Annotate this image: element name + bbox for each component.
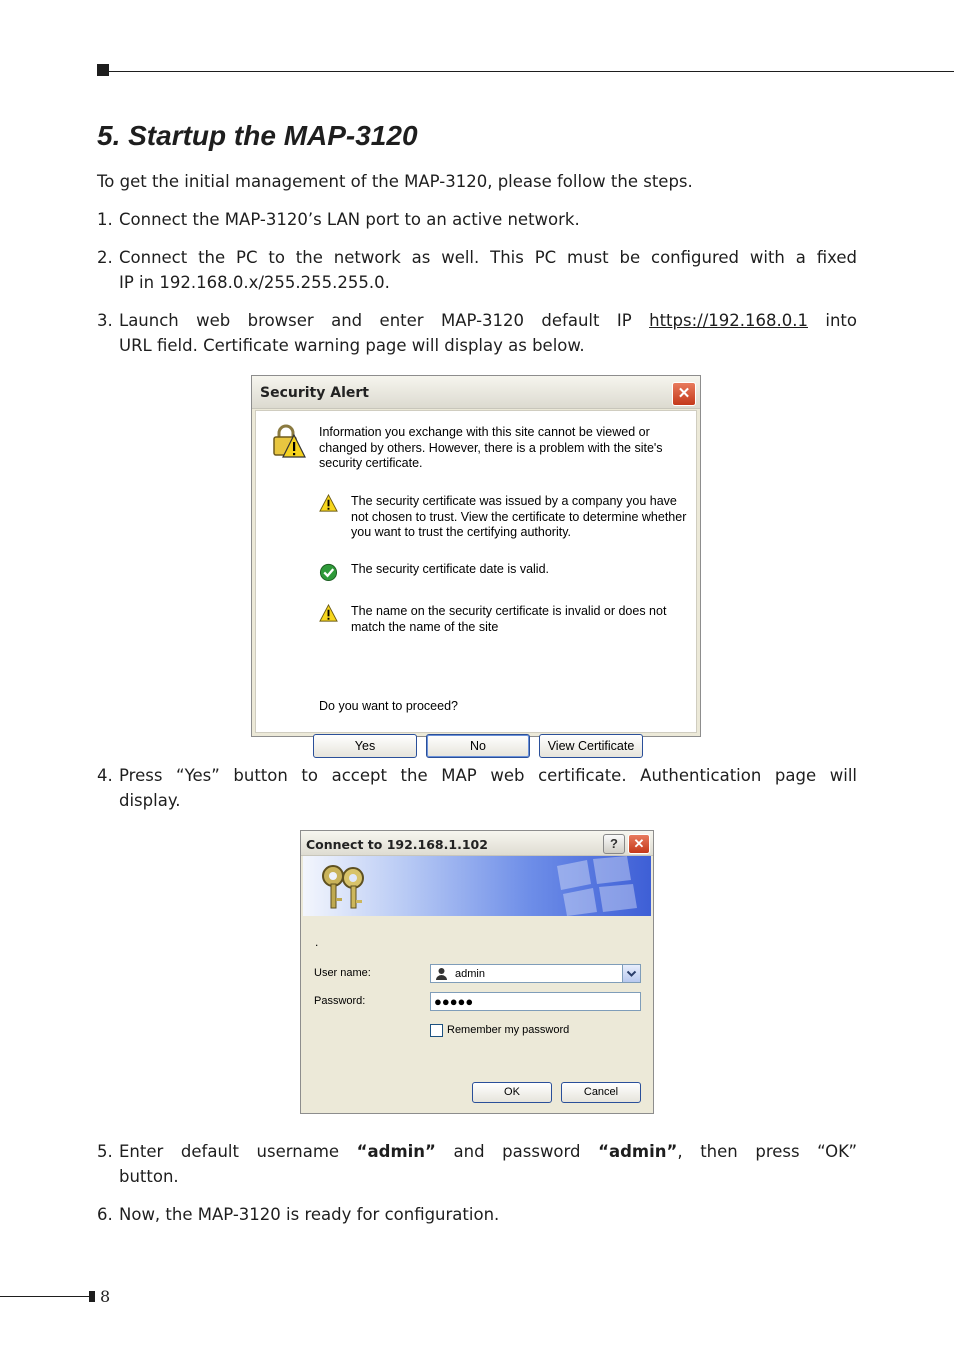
step-line: Connect the PC to the network as well. This PC must be configured with a fixed	[119, 248, 857, 267]
step-line: IP in 192.168.0.x/255.255.255.0.	[119, 273, 390, 292]
step-text-mid: and password	[435, 1142, 599, 1161]
password-label: Password:	[314, 995, 366, 1007]
step-line	[119, 308, 857, 333]
step-line: display.	[119, 791, 181, 810]
username-label: User name:	[314, 967, 371, 979]
step-1	[97, 207, 857, 232]
step-text-post: into	[807, 311, 857, 330]
step-number: 6.	[97, 1205, 113, 1224]
dialog-title: Security Alert	[260, 385, 369, 401]
header-rule	[109, 71, 954, 72]
default-ip-link[interactable]: https://192.168.0.1	[649, 311, 808, 330]
chevron-down-icon[interactable]	[622, 965, 640, 982]
dialog-banner	[303, 856, 651, 916]
user-icon	[435, 967, 448, 980]
close-icon[interactable]: ✕	[628, 834, 650, 854]
step-number: 3.	[97, 311, 113, 330]
password-value: ●●●●●	[434, 994, 474, 1009]
alert-item-text: The security certificate was issued by a company you have not chosen to trust. View the certificate to determine whether you want to trust the certifying authority.	[351, 494, 687, 539]
help-icon[interactable]: ?	[603, 834, 625, 854]
footer-marker	[89, 1291, 95, 1302]
remember-password-label[interactable]: Remember my password	[447, 1024, 570, 1036]
step-number: 5.	[97, 1142, 113, 1161]
step-6	[97, 1202, 857, 1227]
alert-item-text: The name on the security certificate is invalid or does not match the name of the site	[351, 604, 667, 634]
header-marker	[97, 64, 109, 76]
cancel-button[interactable]: Cancel	[561, 1082, 641, 1103]
no-button[interactable]: No	[426, 734, 530, 758]
alert-item-text: The security certificate date is valid.	[351, 562, 549, 576]
footer-rule	[0, 1296, 89, 1297]
windows-watermark-icon	[547, 856, 637, 916]
step-3	[97, 308, 857, 358]
connect-dialog	[300, 830, 654, 1114]
dialog-body	[255, 410, 697, 753]
realm-text: .	[315, 935, 319, 949]
username-value: admin	[455, 968, 485, 980]
warning-icon	[319, 494, 338, 513]
alert-intro-text: Information you exchange with this site cannot be viewed or changed by others. However, there is a problem with the site's security certificate.	[319, 425, 663, 470]
step-text: Connect the MAP-3120’s LAN port to an active network.	[119, 210, 580, 229]
remember-password-checkbox[interactable]	[430, 1024, 443, 1037]
section-title: 5. Startup the MAP-3120	[97, 120, 418, 151]
step-text	[119, 763, 857, 813]
step-number: 4.	[97, 766, 113, 785]
password-emphasis: “admin”	[598, 1142, 678, 1161]
password-field[interactable]	[430, 992, 641, 1011]
step-text: Now, the MAP-3120 is ready for configuration.	[119, 1205, 500, 1224]
check-icon	[319, 562, 338, 581]
security-alert-dialog	[251, 375, 701, 753]
ok-button[interactable]: OK	[472, 1082, 552, 1103]
step-text-pre: Launch web browser and enter MAP-3120 default IP	[119, 311, 650, 330]
title-bar	[252, 376, 700, 409]
step-text-pre: Enter default username	[119, 1142, 357, 1161]
page-number: 8	[100, 1287, 111, 1306]
lock-warning-icon	[270, 423, 306, 459]
proceed-question: Do you want to proceed?	[319, 699, 458, 713]
step-text-post: , then press “OK”	[677, 1142, 857, 1161]
step-text	[119, 308, 857, 358]
step-text	[119, 245, 857, 295]
intro-paragraph: To get the initial management of the MAP-3120, please follow the steps.	[97, 172, 693, 191]
step-line: Press “Yes” button to accept the MAP web certificate. Authentication page will	[119, 766, 857, 785]
warning-icon	[319, 604, 338, 623]
username-combobox[interactable]	[430, 964, 641, 983]
step-line: button.	[119, 1167, 179, 1186]
keys-icon	[319, 862, 375, 912]
step-number: 2.	[97, 248, 113, 267]
step-line	[119, 1139, 857, 1164]
step-4	[97, 763, 857, 813]
view-certificate-button[interactable]: View Certificate	[539, 734, 643, 758]
title-bar	[301, 831, 653, 856]
step-5	[97, 1139, 857, 1189]
step-text	[119, 1139, 857, 1189]
step-line: URL field. Certificate warning page will display as below.	[119, 336, 585, 355]
yes-button[interactable]: Yes	[313, 734, 417, 758]
username-emphasis: “admin”	[356, 1142, 436, 1161]
close-icon[interactable]: ✕	[672, 382, 696, 406]
step-number: 1.	[97, 210, 113, 229]
dialog-title: Connect to 192.168.1.102	[306, 837, 488, 852]
step-2	[97, 245, 857, 295]
